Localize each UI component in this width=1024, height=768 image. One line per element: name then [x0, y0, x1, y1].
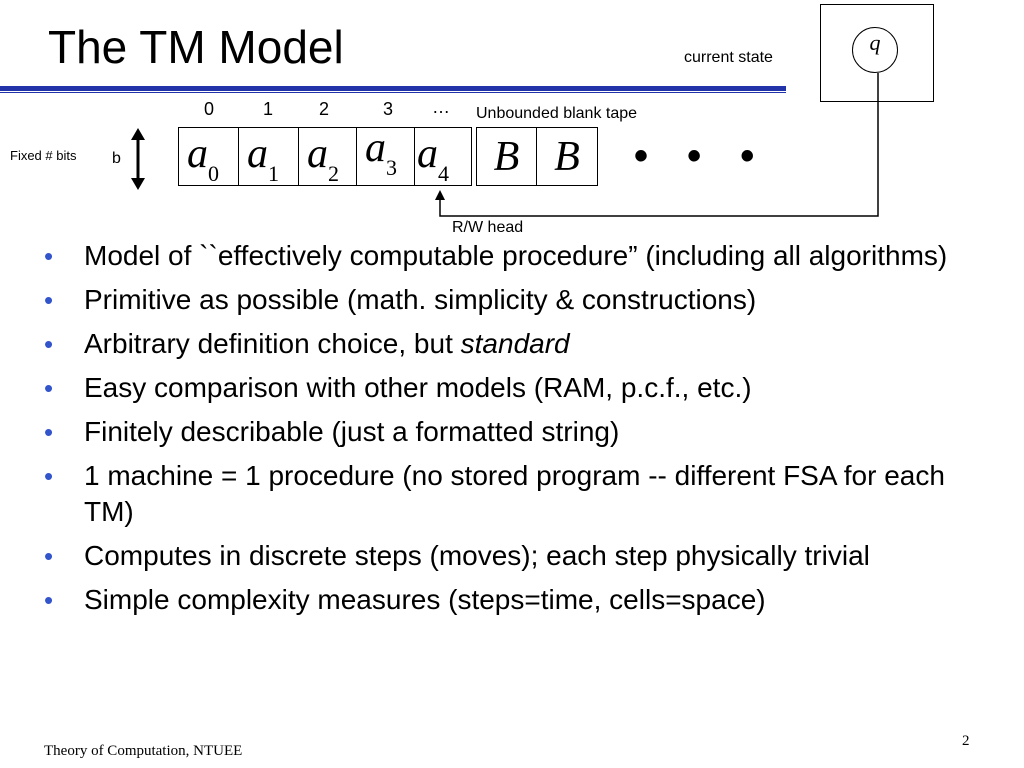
bullet-marker: •	[44, 373, 54, 403]
tape	[178, 127, 472, 186]
blank-cell-1: B	[554, 134, 580, 180]
bullet-item: • Arbitrary definition choice, but standard	[44, 326, 984, 362]
bullet-marker: •	[44, 417, 54, 447]
tape-index-3: 3	[383, 99, 394, 119]
tape-cell-2: $a_2$	[299, 128, 357, 185]
blank-cell-0: B	[477, 128, 537, 185]
tape-index-0: 0	[204, 99, 215, 119]
state-symbol: q	[869, 30, 881, 55]
bullet-item: • Simple complexity measures (steps=time, cells=space)	[44, 582, 984, 618]
tape-cell-3: $a_3$	[357, 128, 415, 185]
bullet-marker: •	[44, 329, 54, 359]
bullet-item: • Primitive as possible (math. simplicity & constructions)	[44, 282, 984, 318]
current-state-label: current state	[684, 49, 773, 66]
tape-caption: Unbounded blank tape	[476, 105, 638, 122]
blank-tape	[476, 127, 598, 186]
tape-cell-1: $a_1$	[239, 128, 299, 185]
bullet-item: • 1 machine = 1 procedure (no stored program -- different FSA for each TM)	[44, 460, 945, 527]
footer-text: Theory of Computation, NTUEE	[44, 743, 243, 759]
head-label: R/W head	[452, 219, 524, 236]
bullet-item: • Model of ``effectively computable procedure” (including all algorithms)	[44, 238, 984, 274]
bullet-marker: •	[44, 585, 54, 615]
bullet-item: • Computes in discrete steps (moves); each step physically trivial	[44, 538, 984, 574]
tape-cell-0: $a_0$	[179, 128, 239, 185]
emphasis-standard: standard	[460, 328, 570, 359]
fixed-bits-label: Fixed # bits	[10, 148, 77, 163]
b-label: b	[112, 150, 121, 167]
bullet-marker: •	[44, 285, 54, 315]
bullet-item: • Easy comparison with other models (RAM, p.c.f., etc.)	[44, 370, 984, 406]
tape-continuation-dots: • • •	[634, 134, 769, 178]
page-number: 2	[962, 733, 970, 749]
bullet-list	[44, 238, 984, 626]
bullet-marker: •	[44, 461, 54, 491]
head-arrow	[435, 190, 445, 200]
bullet-marker: •	[44, 241, 54, 271]
tape-index-ellipsis: …	[432, 97, 450, 117]
bullet-item: • Finitely describable (just a formatted string)	[44, 414, 984, 450]
bullet-marker: •	[44, 541, 54, 571]
tape-index-1: 1	[263, 99, 274, 119]
tape-cell-4: $a_4$	[417, 131, 449, 186]
bits-arrow-down	[131, 178, 145, 190]
bits-arrow-up	[131, 128, 145, 140]
slide-title: The TM Model	[48, 21, 344, 73]
tape-index-2: 2	[319, 99, 330, 119]
